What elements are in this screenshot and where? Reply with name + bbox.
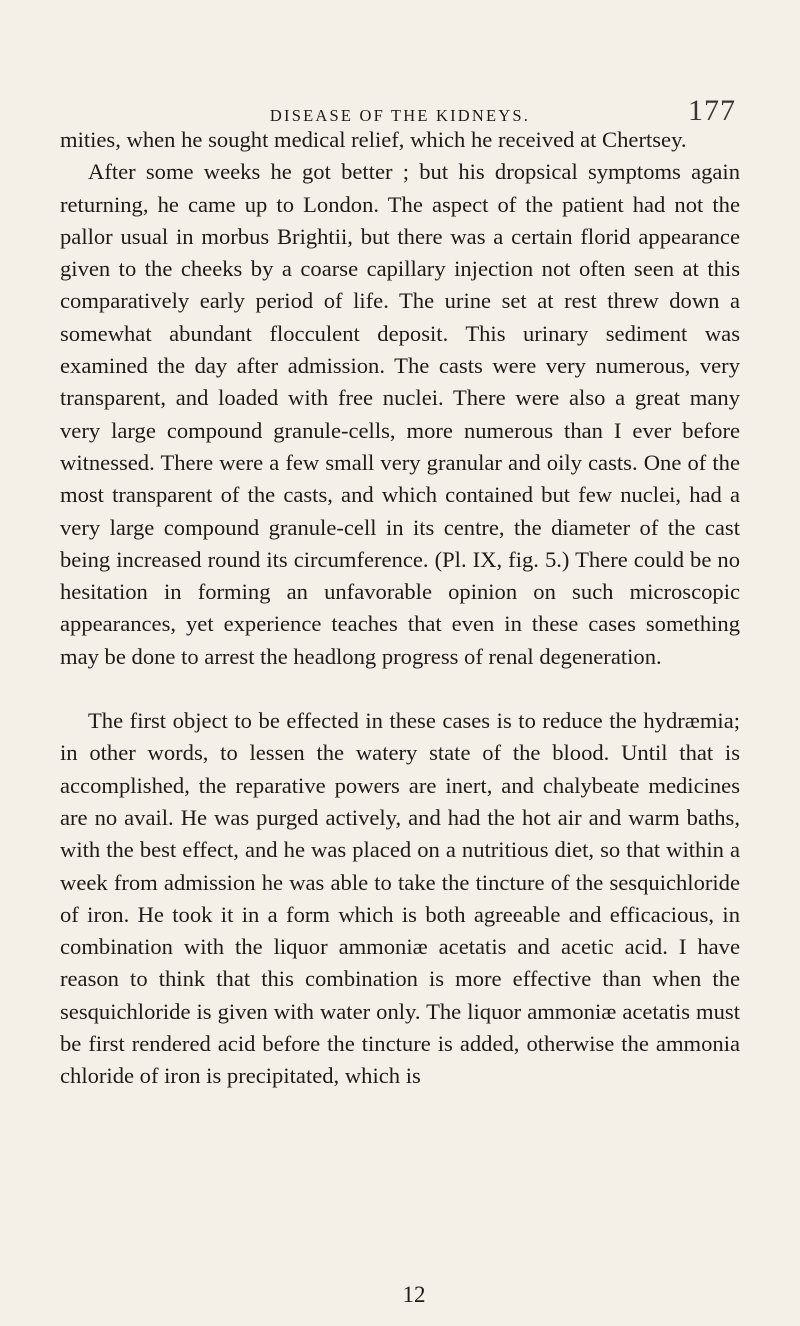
running-title: DISEASE OF THE KIDNEYS. — [269, 106, 531, 125]
paragraph-continuation: mities, when he sought medical relief, which he received at Chertsey. — [60, 127, 687, 152]
paragraph-case-description: After some weeks he got better ; but his dropsical symptoms again returning, he came up to London. The aspect of the patient had not the pallor usual in morbus Brightii, but there was a certain florid appearance given to the cheeks by a coarse capillary injection not often seen at this comparatively early period of life. The urine set at rest threw down a somewhat abundant flocculent deposit. This urinary sediment was examined the day after admission. The casts were very numerous, very transparent, and loaded with free nuclei. There were also a great many very large compound granule-cells, more numerous than I ever before witnessed. There were a few small very granular and oily casts. One of the most transparent of the casts, and which contained but few nuclei, had a very large compound granule-cell in its centre, the diameter of the cast being increased round its circumference. (Pl. IX, fig. 5.) There could be no hesitation in forming an unfavorable opinion on such microscopic appearances, yet experience teaches that even in these cases something may be done to arrest the headlong progress of renal degeneration. — [60, 159, 740, 669]
body-text — [60, 124, 740, 1093]
paragraph-treatment: The first object to be effected in these cases is to reduce the hydræmia; in other words, to lessen the watery state of the blood. Until that is accomplished, the reparative powers are inert, and chalybeate medicines are no avail. He was purged actively, and had the hot air and warm baths, with the best effect, and he was placed on a nutritious diet, so that within a week from admission he was able to take the tincture of the sesquichloride of iron. He took it in a form which is both agreeable and efficacious, in combination with the liquor ammoniæ acetatis and acetic acid. I have reason to think that this combination is more effective than when the sesquichloride is given with water only. The liquor ammoniæ acetatis must be first rendered acid before the tincture is added, otherwise the ammonia chloride of iron is precipitated, which is — [60, 708, 740, 1089]
signature-mark: 12 — [402, 1282, 426, 1307]
page-number: 177 — [688, 94, 736, 127]
